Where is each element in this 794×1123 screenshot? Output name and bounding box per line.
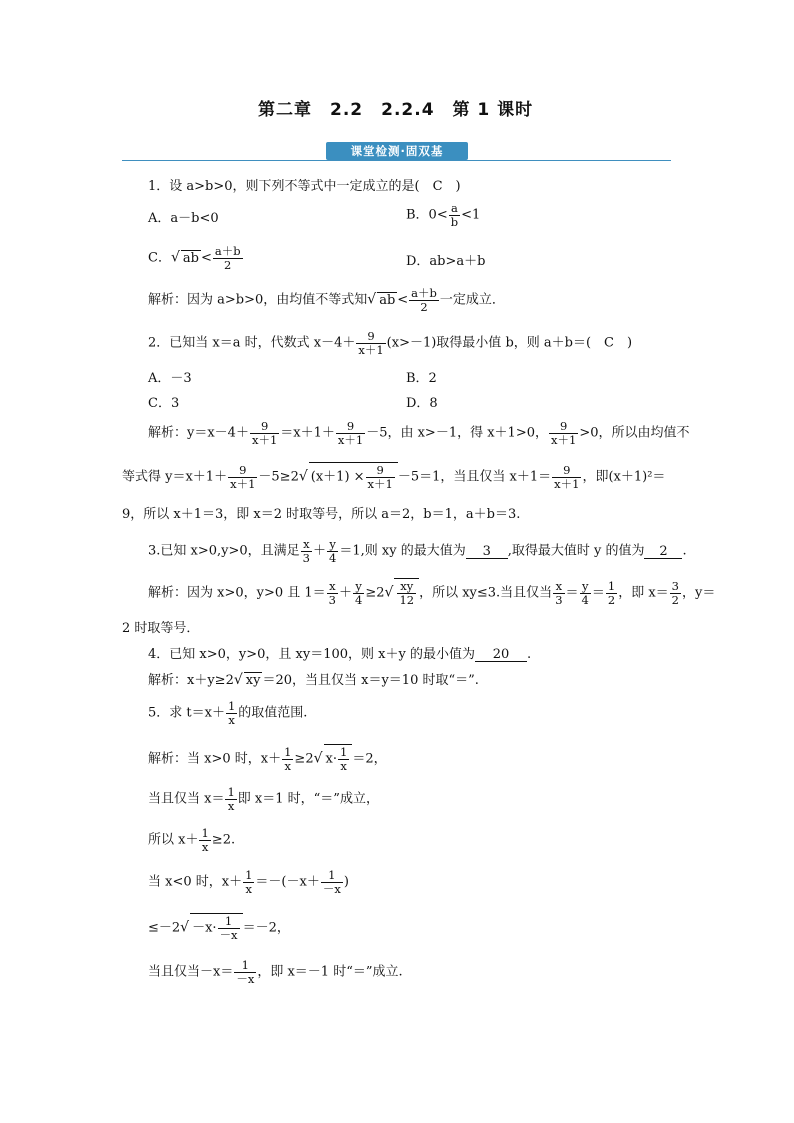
q2-option-a: A．－3 bbox=[148, 371, 192, 386]
q1-option-b: B．0< $\frac{a}{b}$ <1 bbox=[406, 201, 481, 229]
q2-option-b: B．2 bbox=[406, 371, 437, 386]
q1-option-d: D．ab>a＋b bbox=[406, 254, 486, 269]
q4-answer-blank: 20 bbox=[475, 648, 527, 662]
q3-solution-line-1: 解析：因为 x>0，y>0 且 1＝ $\frac{x}{3}$ ＋ $\frac{y}{4}$ ≥2√ $\frac{xy}{12}$ ，所以 xy≤3.当且仅当 $\frac{x}{3}$ ＝ $\frac{y}{4}$ ＝ $\frac{1}{2}$ ，即 x＝ $\frac{3}{2}$ ，y＝ bbox=[148, 579, 716, 607]
q1-solution: 解析：因为 a>b>0，由均值不等式知√ ab < $\frac{a+b}{2}$ 一定成立． bbox=[148, 286, 505, 314]
q2-solution-line-2: 等式得 y＝x＋1＋ $\frac{9}{x+1}$ －5≥2√ (x＋1) × $\frac{9}{x+1}$ －5＝1，当且仅当 x＋1＝ $\frac{9}{x+1}$ ，即(x＋1)²＝ bbox=[122, 463, 666, 491]
page-title: 第二章 2.2 2.2.4 第 1 课时 bbox=[258, 100, 534, 120]
q5-solution-line-3: 所以 x＋ $\frac{1}{x}$ ≥2. bbox=[148, 826, 236, 854]
q1-option-c: C．√ ab < $\frac{a+b}{2}$ bbox=[148, 244, 241, 272]
q5-solution-line-2: 当且仅当 x＝ $\frac{1}{x}$ 即 x＝1 时，“＝”成立， bbox=[148, 785, 379, 813]
section-badge: 课堂检测·固双基 bbox=[326, 142, 468, 160]
header-rule bbox=[122, 160, 671, 161]
q3-answer-blank-1: 3 bbox=[466, 545, 508, 559]
q2-solution-line-3: 9，所以 x＋1＝3，即 x＝2 时取等号，所以 a＝2，b＝1，a＋b＝3. bbox=[122, 507, 521, 522]
q5-solution-line-1: 解析：当 x>0 时，x＋ $\frac{1}{x}$ ≥2√ x· $\frac{1}{x}$ ＝2， bbox=[148, 745, 387, 773]
q5-stem: 5．求 t＝x＋ $\frac{1}{x}$ 的取值范围. bbox=[148, 699, 308, 727]
q5-solution-line-6: 当且仅当－x＝ $\frac{1}{-x}$ ，即 x＝－1 时“＝”成立. bbox=[148, 958, 403, 986]
q2-option-d: D．8 bbox=[406, 396, 438, 411]
q2-stem: 2．已知当 x＝a 时，代数式 x－4＋ $\frac{9}{x+1}$ (x>－1)取得最小值 b，则 a＋b＝( C ) bbox=[148, 329, 633, 357]
q2-solution-line-1: 解析：y＝x－4＋ $\frac{9}{x+1}$ ＝x＋1＋ $\frac{9}{x+1}$ －5，由 x>－1，得 x＋1>0， $\frac{9}{x+1}$ >0，所以由均值不 bbox=[148, 419, 690, 447]
q3-stem: 3.已知 x>0,y>0，且满足 $\frac{x}{3}$ ＋ $\frac{y}{4}$ ＝1,则 xy 的最大值为 3 ,取得最大值时 y 的值为 2 . bbox=[148, 537, 687, 565]
q5-solution-line-4: 当 x<0 时，x＋ $\frac{1}{x}$ ＝－(－x＋ $\frac{1}{-x}$ ) bbox=[148, 868, 349, 896]
q3-answer-blank-2: 2 bbox=[644, 545, 682, 559]
q3-solution-line-2: 2 时取等号． bbox=[122, 621, 200, 636]
q1-stem: 1．设 a>b>0，则下列不等式中一定成立的是( C ) bbox=[148, 179, 461, 194]
q5-solution-line-5: ≤－2√ －x· $\frac{1}{-x}$ ＝－2， bbox=[148, 914, 290, 942]
q2-option-c: C．3 bbox=[148, 396, 180, 411]
q1-option-a: A．a－b<0 bbox=[148, 211, 219, 226]
q4-solution: 解析：x＋y≥2√ xy ＝20，当且仅当 x＝y＝10 时取“＝”. bbox=[148, 672, 479, 688]
q4-stem: 4．已知 x>0，y>0，且 xy＝100，则 x＋y 的最小值为 20 . bbox=[148, 647, 532, 662]
